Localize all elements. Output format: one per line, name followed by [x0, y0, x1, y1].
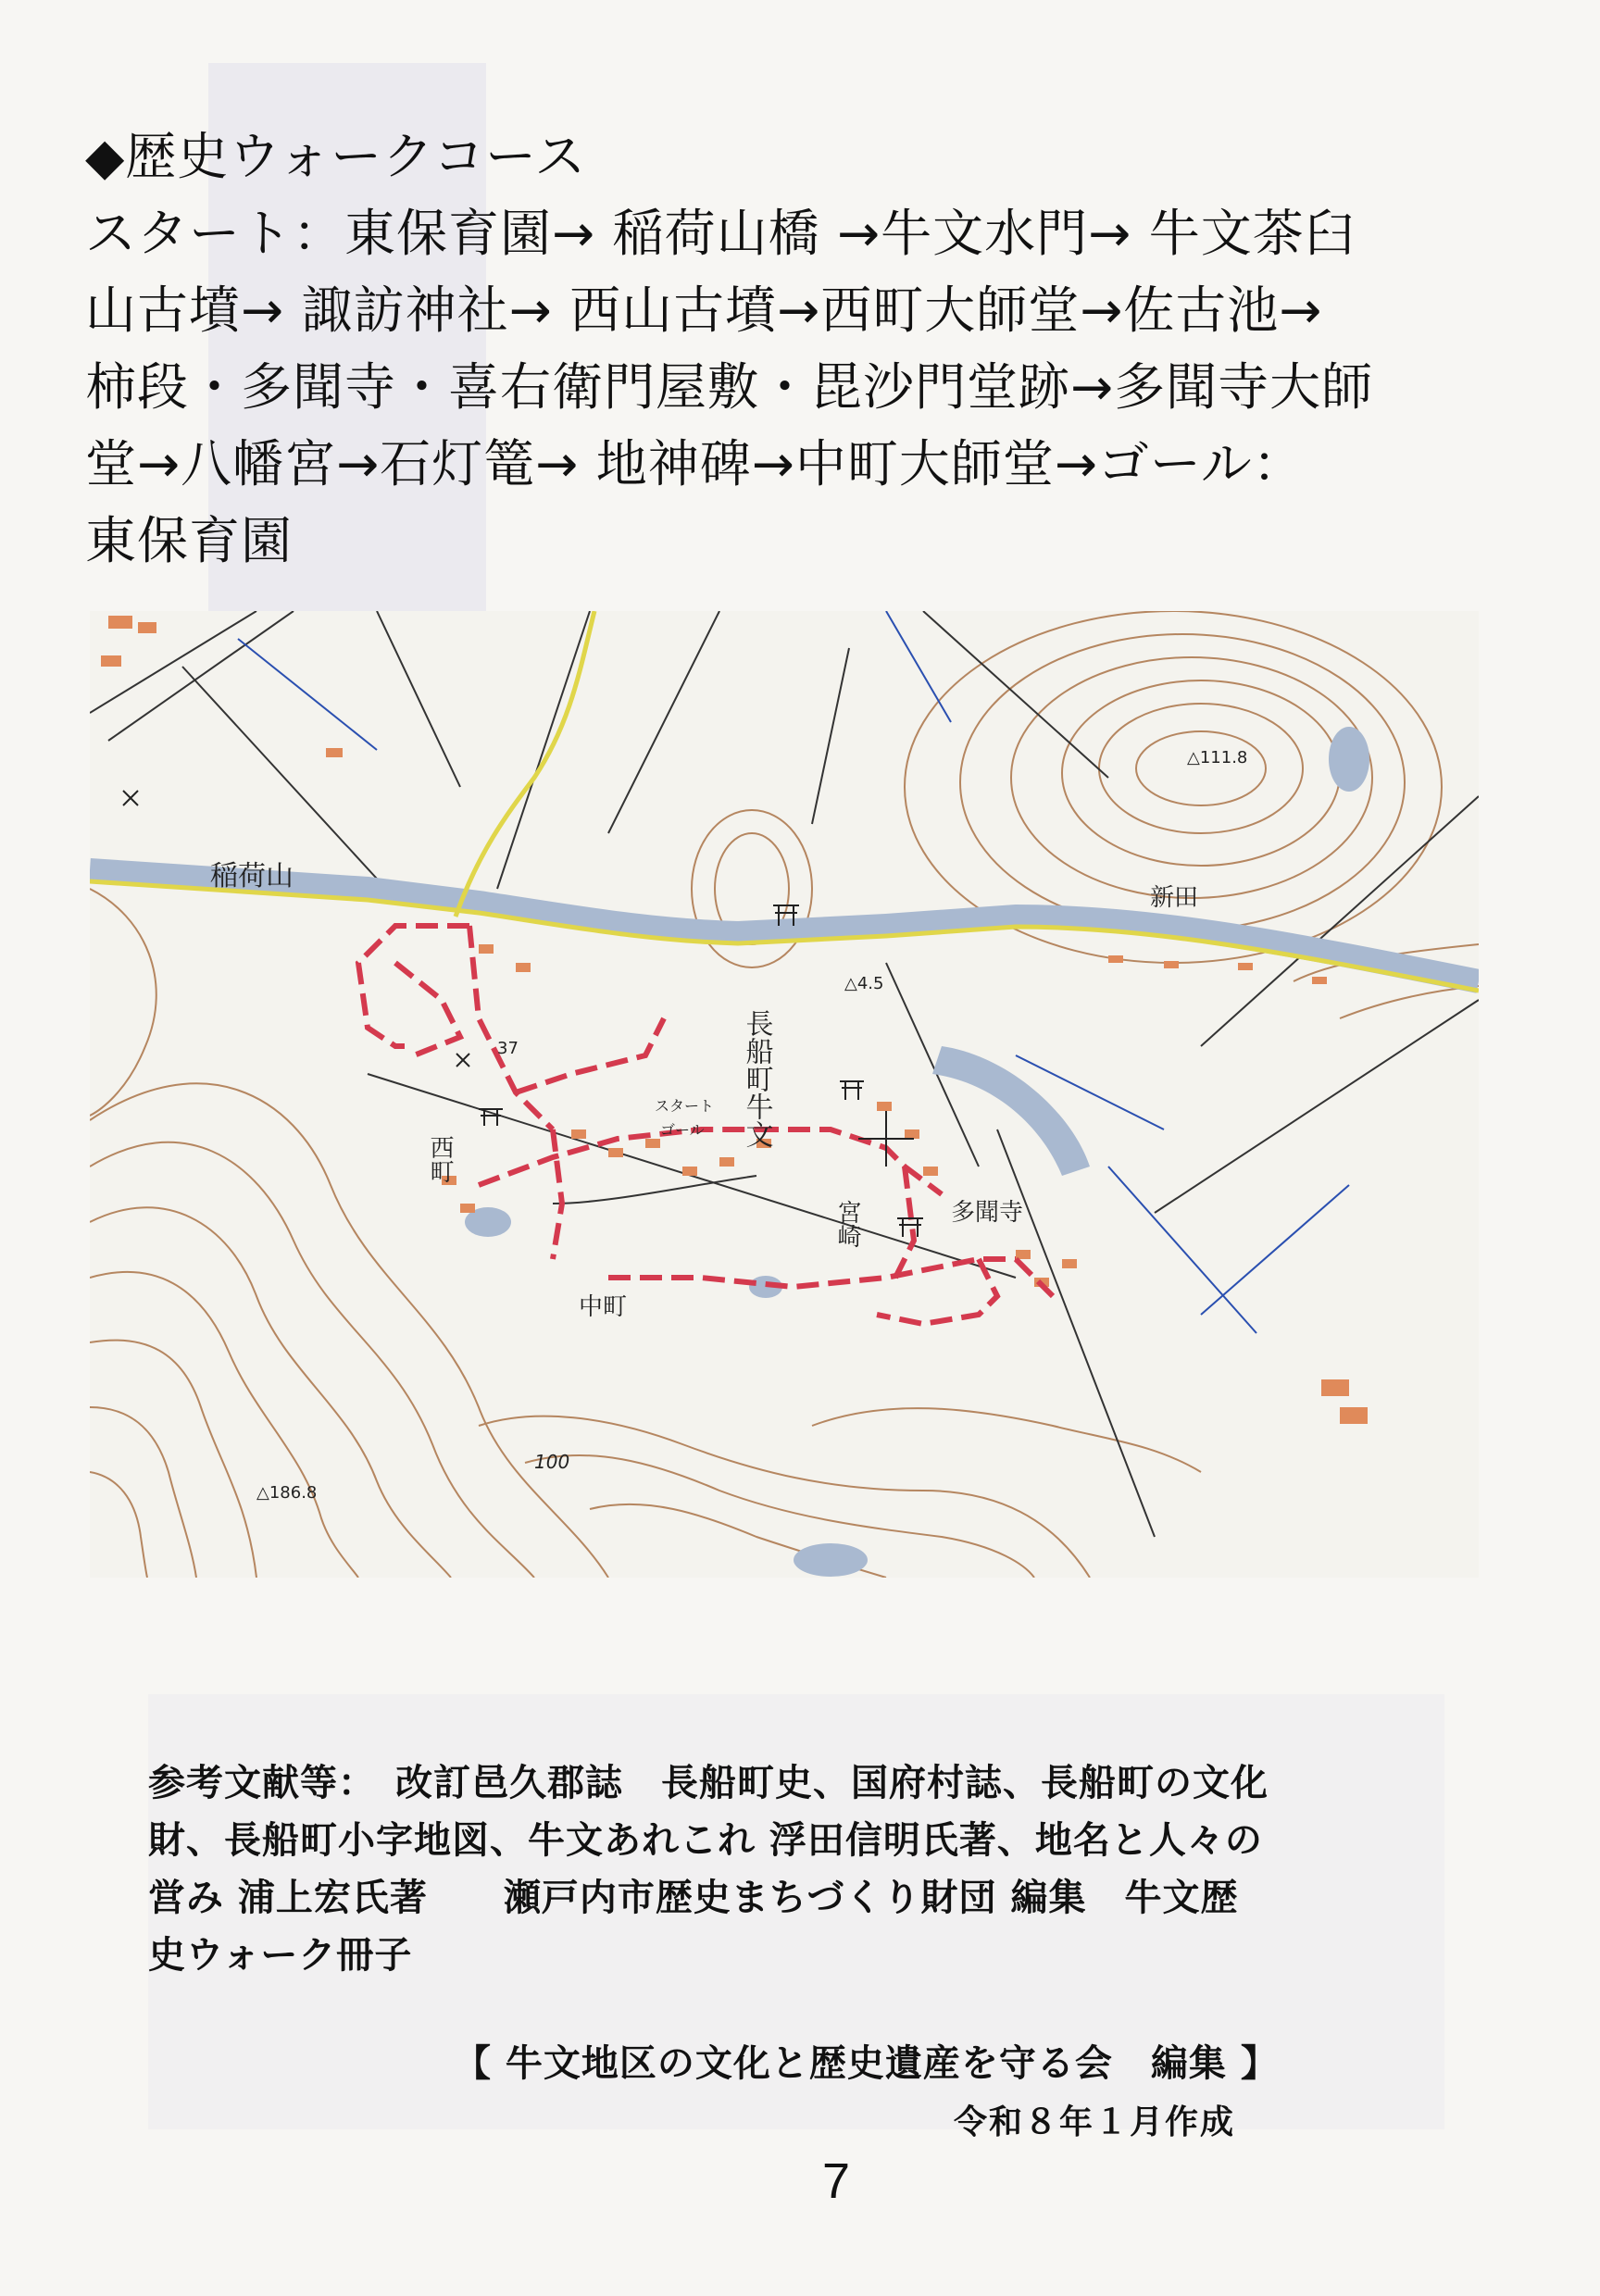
course-line: スタート：東保育園→ 稲荷山橋 →牛文水門→ 牛文茶臼	[85, 204, 1356, 263]
editor-credit: 【 牛文地区の文化と歴史遺産を守る会 編集 】	[454, 2041, 1279, 2085]
label-shinden: 新田	[1150, 884, 1199, 912]
course-line: 柿段・多聞寺・喜右衛門屋敷・毘沙門堂跡→多聞寺大師	[85, 357, 1374, 417]
label-elevation-111-8: △111.8	[1187, 748, 1248, 767]
course-line: 堂→八幡宮→石灯篭→ 地神碑→中町大師堂→ゴール：	[85, 434, 1305, 493]
route-map-svg	[90, 611, 1479, 1578]
label-elevation-186-8: △186.8	[256, 1483, 318, 1503]
walking-route	[358, 926, 1053, 1324]
label-nakamachi: 中町	[579, 1293, 628, 1321]
label-inariyama: 稲荷山	[210, 860, 294, 892]
label-elevation-4-5: △4.5	[844, 974, 884, 993]
label-number-37: 37	[497, 1039, 519, 1058]
label-miyazaki: 宮崎	[833, 1200, 861, 1248]
water-bodies	[465, 727, 1369, 1577]
label-tamonji: 多聞寺	[951, 1199, 1024, 1227]
label-contour-100: 100	[534, 1451, 570, 1473]
label-start: スタート	[655, 1097, 715, 1115]
references-line: 営み 浦上宏氏著 瀬戸内市歴史まちづくり財団 編集 牛文歴	[148, 1876, 1239, 1919]
references	[148, 1754, 1519, 1984]
course-description	[85, 119, 1530, 580]
roads	[90, 611, 1479, 1537]
references-line: 参考文献等： 改訂邑久郡誌 長船町史、国府村誌、長船町の文化	[148, 1761, 1269, 1804]
references-line: 史ウォーク冊子	[148, 1933, 413, 1977]
course-heading: ◆歴史ウォークコース	[85, 127, 587, 186]
label-nishimachi: 西町	[426, 1135, 454, 1183]
houses	[101, 616, 1368, 1424]
course-line: 山古墳→ 諏訪神社→ 西山古墳→西町大師堂→佐古池→	[85, 281, 1323, 340]
references-line: 財、長船町小字地図、牛文あれこれ 浮田信明氏著、地名と人々の	[148, 1818, 1263, 1862]
page-number: 7	[822, 2153, 851, 2209]
label-goal: ゴール	[660, 1121, 705, 1139]
course-line: 東保育園	[85, 511, 294, 570]
route-map	[90, 611, 1479, 1578]
contour-lines	[90, 611, 1479, 1578]
created-date: 令和８年１月作成	[954, 2103, 1236, 2141]
label-osafune-ushimado: 長船町牛文	[740, 1009, 773, 1148]
